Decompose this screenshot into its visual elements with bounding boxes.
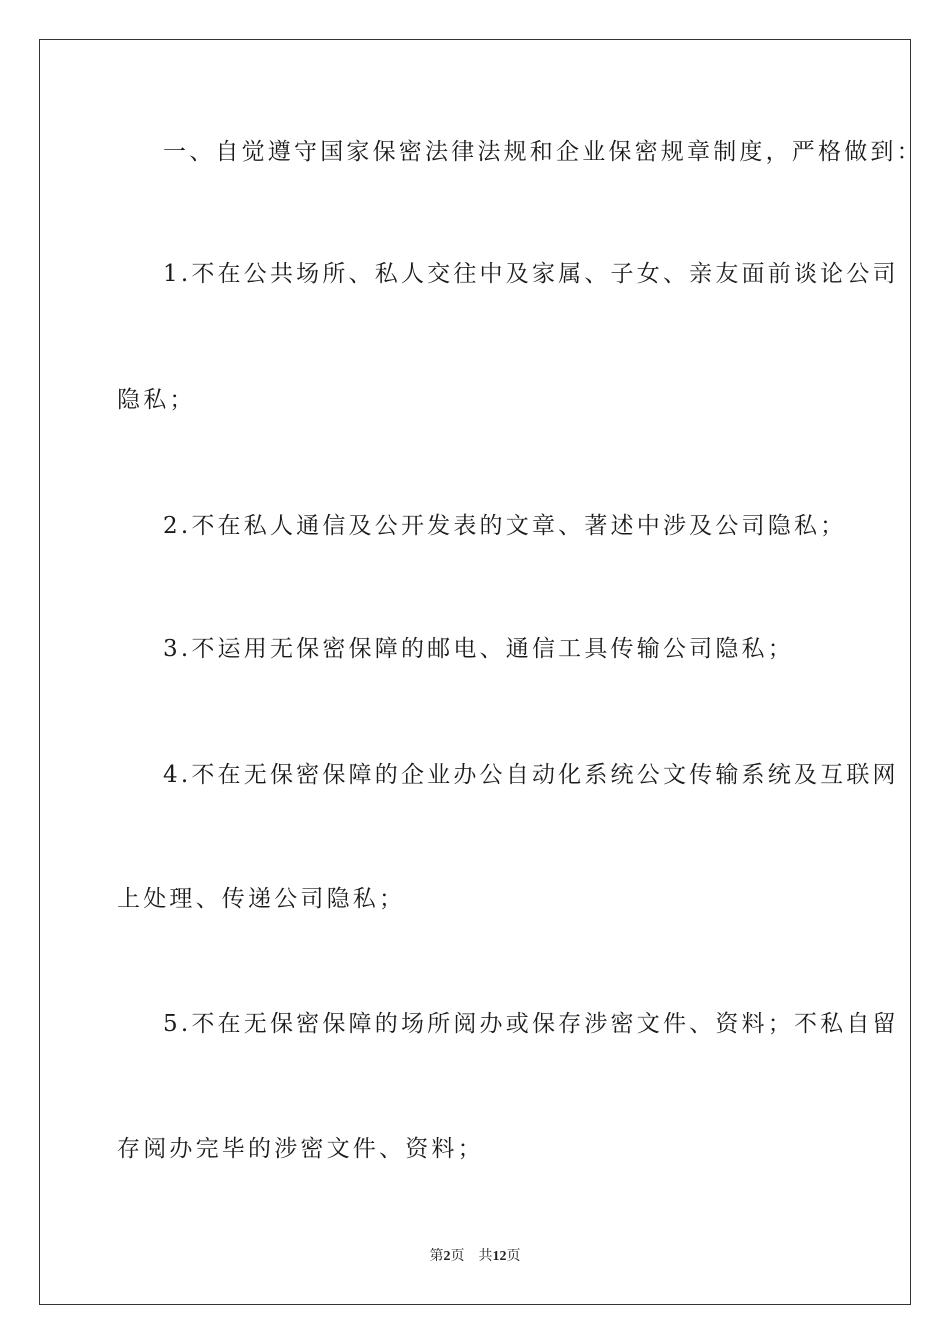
- paragraph-line: 4.不在无保密保障的企业办公自动化系统公文传输系统及互联网: [163, 762, 899, 788]
- total-pages: 12: [492, 1249, 507, 1264]
- page-border: [39, 39, 923, 1305]
- paragraph-line: 3.不运用无保密保障的邮电、通信工具传输公司隐私；: [163, 636, 794, 662]
- paragraph-line: 5.不在无保密保障的场所阅办或保存涉密文件、资料；不私自留: [163, 1011, 899, 1037]
- total-prefix: 共: [478, 1249, 493, 1264]
- paragraph-line: 上处理、传递公司隐私；: [117, 886, 406, 912]
- paragraph-line: 1.不在公共场所、私人交往中及家属、子女、亲友面前谈论公司: [163, 261, 899, 287]
- page-suffix: 页: [450, 1249, 465, 1264]
- page-number: 2: [443, 1249, 451, 1264]
- section-heading: 一、自觉遵守国家保密法律法规和企业保密规章制度，严格做到：: [163, 139, 923, 165]
- paragraph-line: 隐私；: [117, 387, 196, 413]
- paragraph-line: 存阅办完毕的涉密文件、资料；: [117, 1136, 484, 1162]
- total-suffix: 页: [506, 1249, 521, 1264]
- page-footer: [0, 1248, 950, 1266]
- page-prefix: 第: [429, 1249, 444, 1264]
- paragraph-line: 2.不在私人通信及公开发表的文章、著述中涉及公司隐私；: [163, 513, 847, 539]
